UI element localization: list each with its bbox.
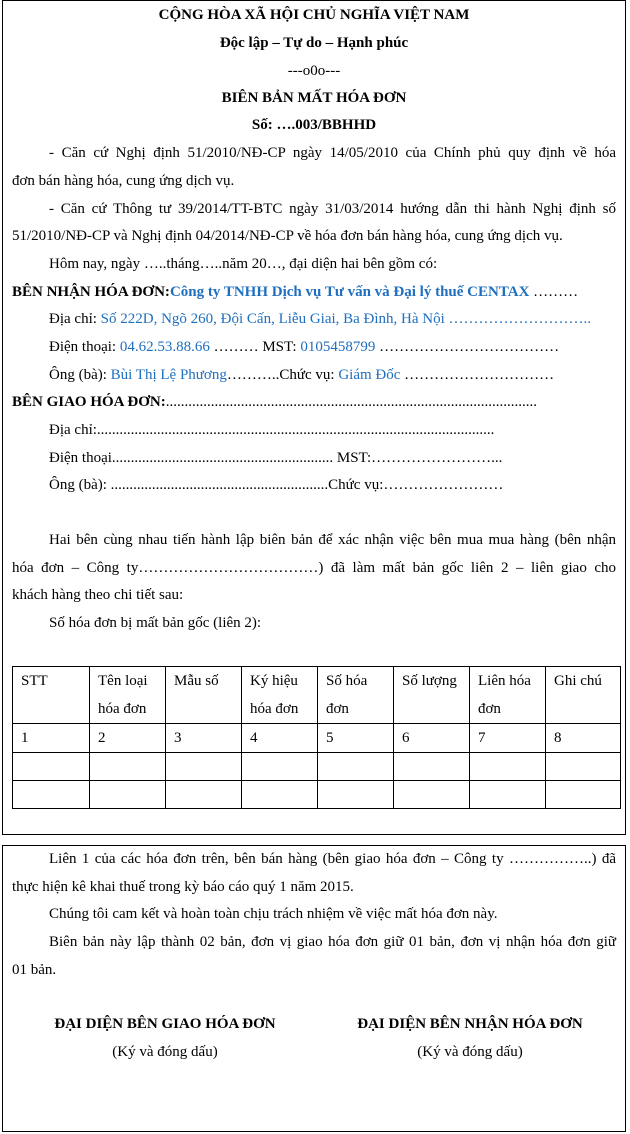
table-row	[13, 753, 621, 781]
receiver-address: Số 222D, Ngõ 260, Đội Cấn, Liễu Giai, Ba Đình, Hà Nội ………………………..	[100, 311, 592, 327]
table-cell	[13, 781, 90, 809]
table-cell	[470, 753, 546, 781]
divider: ---o0o---	[287, 63, 341, 79]
table-cell	[470, 781, 546, 809]
table-cell	[90, 753, 166, 781]
lost-invoice-table	[12, 666, 621, 809]
receiver-person-dots: ………..Chức vụ:	[226, 367, 339, 383]
receiver-tax-dots: ………………………………	[375, 339, 560, 355]
table-header-cell: Ký hiệu hóa đơn	[242, 667, 318, 724]
table-header-cell: Tên loại hóa đơn	[90, 667, 166, 724]
table-header-cell: STT	[13, 667, 90, 724]
table-cell: 8	[546, 724, 621, 753]
country-header: CỘNG HÒA XÃ HỘI CHỦ NGHĨA VIỆT NAM	[158, 7, 470, 23]
table-row	[13, 724, 621, 753]
table-cell	[242, 781, 318, 809]
receiver-phone: 04.62.53.88.66	[119, 339, 210, 355]
table-cell: 6	[394, 724, 470, 753]
giver-address-line: Địa chỉ:..........................................................................................................	[49, 422, 495, 438]
table-cell	[546, 753, 621, 781]
table-cell	[166, 753, 242, 781]
date-line: Hôm nay, ngày …..tháng…..năm 20…, đại diện hai bên gồm có:	[49, 256, 438, 272]
table-header-cell: Liên hóa đơn	[470, 667, 546, 724]
copies-line-cont: 01 bản.	[12, 962, 57, 978]
receiver-company: Công ty TNHH Dịch vụ Tư vấn và Đại lý thuế CENTAX	[169, 284, 530, 300]
receiver-company-dots: ………	[529, 284, 579, 300]
receiver-phone-label: Điện thoại:	[49, 339, 120, 355]
body-paragraph-line: khách hàng theo chi tiết sau:	[12, 587, 184, 603]
table-cell	[318, 781, 394, 809]
footer-paragraph-line: thực hiện kê khai thuế trong kỳ báo cáo quý 1 năm 2015.	[12, 879, 354, 895]
commitment-line: Chúng tôi cam kết và hoàn toàn chịu trách nhiệm về việc mất hóa đơn này.	[49, 906, 498, 922]
receiver-address-line	[49, 309, 591, 329]
table-cell: 5	[318, 724, 394, 753]
body-paragraph-line: hóa đơn – Công ty………………………………) đã làm mất bản gốc liên 2 – liên giao cho	[12, 560, 616, 576]
receiver-phone-line	[49, 337, 559, 357]
giver-heading: BÊN GIAO HÓA ĐƠN:	[12, 394, 166, 410]
table-cell: 1	[13, 724, 90, 753]
table-cell	[394, 781, 470, 809]
table-header-cell: Số lượng	[394, 667, 470, 724]
copies-line: Biên bản này lập thành 02 bản, đơn vị giao hóa đơn giữ 01 bản, đơn vị nhận hóa đơn giữ	[49, 934, 616, 950]
basis-decree-line: - Căn cứ Nghị định 51/2010/NĐ-CP ngày 14/05/2010 của Chính phủ quy định về hóa	[49, 145, 616, 161]
table-row	[13, 781, 621, 809]
table-cell	[166, 781, 242, 809]
table-cell	[318, 753, 394, 781]
giver-line	[12, 392, 537, 412]
table-header-row	[13, 667, 621, 724]
receiver-line	[12, 282, 578, 302]
minutes-document-main	[2, 0, 626, 835]
sign-right-note: (Ký và đóng dấu)	[417, 1044, 523, 1060]
sign-left-title: ĐẠI DIỆN BÊN GIAO HÓA ĐƠN	[54, 1016, 276, 1032]
basis-circular-line: - Căn cứ Thông tư 39/2014/TT-BTC ngày 31/03/2014 hướng dẫn thi hành Nghị định số	[49, 201, 616, 217]
table-cell: 3	[166, 724, 242, 753]
giver-heading-dots: ...................................................................................................	[165, 394, 538, 410]
footer-paragraph-line: Liên 1 của các hóa đơn trên, bên bán hàng (bên giao hóa đơn – Công ty ……………..) đã	[49, 851, 616, 867]
table-header-cell: Số hóa đơn	[318, 667, 394, 724]
lost-invoices-label: Số hóa đơn bị mất bản gốc (liên 2):	[49, 615, 262, 631]
receiver-position: Giám Đốc	[338, 367, 401, 383]
sign-right-title: ĐẠI DIỆN BÊN NHẬN HÓA ĐƠN	[357, 1016, 583, 1032]
receiver-tax-id: 0105458799	[300, 339, 376, 355]
giver-phone-line: Điện thoại........................................................... MST:……………………...	[49, 450, 503, 466]
table-cell: 7	[470, 724, 546, 753]
basis-circular-line-cont: 51/2010/NĐ-CP và Nghị định 04/2014/NĐ-CP về hóa đơn bán hàng hóa, cung ứng dịch vụ.	[12, 228, 563, 244]
receiver-person-label: Ông (bà):	[49, 367, 111, 383]
table-cell: 4	[242, 724, 318, 753]
receiver-heading: BÊN NHẬN HÓA ĐƠN:	[12, 284, 170, 300]
sign-left-note: (Ký và đóng dấu)	[112, 1044, 218, 1060]
receiver-position-dots: …………………………	[400, 367, 555, 383]
receiver-person: Bùi Thị Lệ Phương	[110, 367, 227, 383]
document-number: Số: ….003/BBHHD	[251, 117, 377, 133]
table-cell	[546, 781, 621, 809]
table-cell	[90, 781, 166, 809]
table-cell: 2	[90, 724, 166, 753]
table-cell	[242, 753, 318, 781]
receiver-person-line	[49, 365, 554, 385]
basis-decree-line-cont: đơn bán hàng hóa, cung ứng dịch vụ.	[12, 173, 235, 189]
table-cell	[13, 753, 90, 781]
document-title: BIÊN BẢN MẤT HÓA ĐƠN	[221, 90, 407, 106]
table-header-cell: Ghi chú	[546, 667, 621, 724]
body-paragraph-line: Hai bên cùng nhau tiến hành lập biên bản để xác nhận việc bên mua mua hàng (bên nhận	[49, 532, 616, 548]
giver-person-line: Ông (bà): ..........................................................Chức vụ:……………………	[49, 477, 504, 493]
table-cell	[394, 753, 470, 781]
receiver-address-label: Địa chỉ:	[49, 311, 101, 327]
table-header-cell: Mẫu số	[166, 667, 242, 724]
motto: Độc lập – Tự do – Hạnh phúc	[219, 35, 409, 51]
receiver-phone-dots: ……… MST:	[209, 339, 301, 355]
minutes-document-footer	[2, 845, 626, 1132]
